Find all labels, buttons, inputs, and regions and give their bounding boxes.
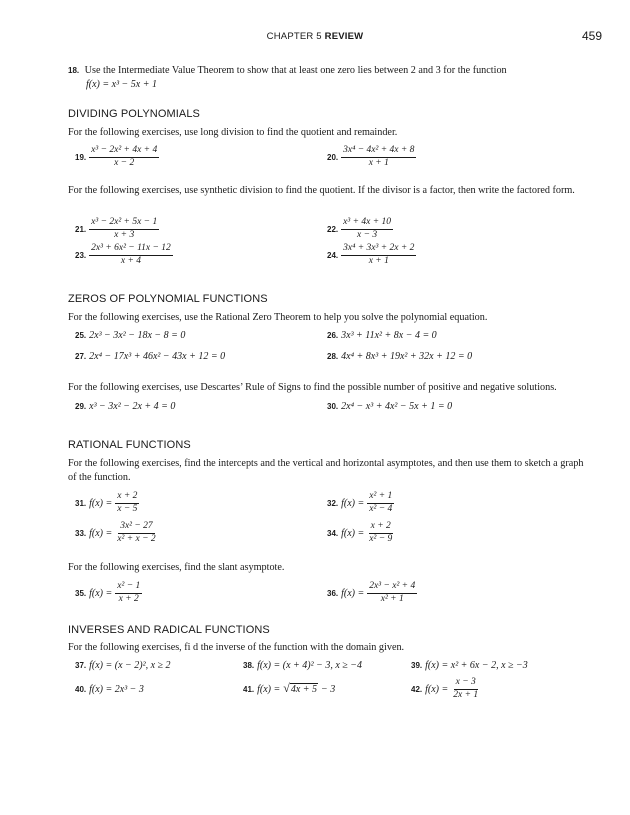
exercise-number: 18. (68, 66, 80, 75)
exercise-31 (75, 491, 139, 515)
fraction (451, 677, 480, 701)
function-label: f(x) = (257, 683, 281, 695)
denominator: x + 4 (120, 256, 141, 266)
equation: f(x) = (x − 2)², x ≥ 2 (89, 660, 171, 671)
exercise-21 (75, 217, 159, 241)
instruction-long-division: For the following exercises, use long division to find the quotient and remainder. (68, 127, 398, 138)
exercise-27 (75, 351, 225, 362)
denominator: x − 3 (356, 230, 378, 240)
numerator: x + 2 (369, 521, 393, 534)
equation: 2x⁴ − x³ + 4x² − 5x + 1 = 0 (341, 401, 453, 412)
heading-dividing-polynomials: DIVIDING POLYNOMIALS (68, 108, 200, 120)
exercise-32 (327, 491, 394, 515)
function-label: f(x) = (89, 587, 113, 599)
denominator: x² + 1 (380, 594, 404, 604)
exercise-39 (411, 660, 528, 671)
equation: 3x³ + 11x² + 8x − 4 = 0 (341, 330, 437, 341)
equation: x³ − 3x² − 2x + 4 = 0 (89, 401, 176, 412)
fraction (89, 243, 173, 267)
exercise-number: 25. (75, 331, 87, 340)
denominator: x − 5 (117, 504, 138, 514)
exercise-number: 22. (327, 224, 339, 234)
exercise-30 (327, 401, 452, 412)
exercise-36 (327, 581, 417, 605)
numerator: x³ − 2x² + 5x − 1 (89, 217, 159, 230)
fraction (89, 217, 159, 241)
exercise-26 (327, 330, 437, 341)
exercise-number: 38. (243, 661, 255, 670)
exercise-text: Use the Intermediate Value Theorem to show that at least one zero lies between 2 and 3 for the function (84, 65, 507, 76)
exercise-24 (327, 243, 416, 267)
exercise-number: 35. (75, 588, 87, 598)
exercise-number: 39. (411, 661, 423, 670)
numerator: x³ − 2x² + 4x + 4 (89, 145, 159, 158)
heading-zeros-of-polynomial-functions: ZEROS OF POLYNOMIAL FUNCTIONS (68, 293, 268, 305)
exercise-number: 36. (327, 588, 339, 598)
heading-inverses-and-radical-functions: INVERSES AND RADICAL FUNCTIONS (68, 624, 270, 636)
exercise-number: 20. (327, 152, 339, 162)
exercise-number: 27. (75, 352, 87, 361)
exercise-number: 23. (75, 250, 87, 260)
exercise-41 (243, 683, 335, 695)
exercise-35 (75, 581, 142, 605)
section-label: REVIEW (324, 31, 364, 42)
function-label: f(x) = (89, 527, 113, 539)
numerator: x + 2 (115, 491, 139, 504)
numerator: x³ + 4x + 10 (341, 217, 393, 230)
exercise-number: 33. (75, 528, 87, 538)
fraction (367, 581, 417, 605)
fraction (115, 581, 142, 605)
fraction (115, 521, 157, 545)
expression-tail: − 3 (321, 683, 336, 695)
numerator: 2x³ + 6x² − 11x − 12 (89, 243, 173, 256)
denominator: x − 2 (114, 158, 135, 168)
exercise-number: 19. (75, 152, 87, 162)
numerator: x² − 1 (115, 581, 142, 594)
instruction-slant-asymptote: For the following exercises, find the slant asymptote. (68, 562, 285, 573)
numerator: 3x⁴ − 4x² + 4x + 8 (341, 145, 416, 158)
exercise-number: 32. (327, 498, 339, 508)
heading-rational-functions: RATIONAL FUNCTIONS (68, 439, 191, 451)
denominator: x² − 4 (369, 504, 393, 514)
fraction (115, 491, 139, 515)
denominator: x + 3 (114, 230, 135, 240)
denominator: x² − 9 (369, 534, 393, 544)
exercise-29 (75, 401, 175, 412)
fraction (367, 491, 394, 515)
equation: f(x) = (x + 4)² − 3, x ≥ −4 (257, 660, 363, 671)
exercise-20 (327, 145, 416, 169)
exercise-18-equation: f(x) = x³ − 5x + 1 (86, 79, 157, 90)
function-label: f(x) = (341, 587, 365, 599)
exercise-28 (327, 351, 472, 362)
instruction-inverse: For the following exercises, fi d the inverse of the function with the domain given. (68, 642, 405, 653)
exercise-number: 24. (327, 250, 339, 260)
exercise-34 (327, 521, 394, 545)
radical-sign-icon: √ (283, 681, 290, 695)
instruction-asymptotes: For the following exercises, find the intercepts and the vertical and horizontal asymptotes, and then use them to sketch a graph of the function. (68, 458, 584, 483)
exercise-19 (75, 145, 159, 169)
exercise-42 (411, 677, 480, 701)
function-label: f(x) = (341, 527, 365, 539)
fraction (341, 243, 416, 267)
radicand: 4x + 5 (290, 684, 318, 695)
chapter-label: CHAPTER 5 (266, 31, 322, 42)
instruction-descartes-rule: For the following exercises, use Descartes’ Rule of Signs to find the possible number of positive and negative solutions. (68, 382, 557, 393)
denominator: x + 1 (368, 256, 389, 266)
fraction (341, 217, 393, 241)
fraction (89, 145, 159, 169)
exercise-number: 31. (75, 498, 87, 508)
instruction-synthetic-division: For the following exercises, use synthetic division to find the quotient. If the divisor is a factor, then write the factored form. (68, 185, 575, 196)
exercise-number: 30. (327, 402, 339, 411)
exercise-37 (75, 660, 171, 671)
running-header (0, 31, 630, 42)
denominator: 2x + 1 (453, 690, 479, 700)
numerator: x² + 1 (367, 491, 394, 504)
exercise-number: 40. (75, 685, 87, 694)
exercise-number: 28. (327, 352, 339, 361)
square-root (283, 683, 318, 695)
exercise-number: 34. (327, 528, 339, 538)
numerator: x − 3 (454, 677, 478, 690)
page-number: 459 (581, 29, 602, 43)
function-label: f(x) = (341, 497, 365, 509)
fraction (341, 145, 416, 169)
exercise-number: 26. (327, 331, 339, 340)
numerator: 2x³ − x² + 4 (367, 581, 417, 594)
equation: f(x) = 2x³ − 3 (89, 684, 144, 695)
exercise-25 (75, 330, 185, 341)
exercise-number: 21. (75, 224, 87, 234)
function-label: f(x) = (425, 683, 449, 695)
exercise-38 (243, 660, 362, 671)
instruction-rational-zero-theorem: For the following exercises, use the Rational Zero Theorem to help you solve the polynomial equation. (68, 312, 488, 323)
exercise-number: 29. (75, 402, 87, 411)
numerator: 3x⁴ + 3x³ + 2x + 2 (341, 243, 416, 256)
exercise-33 (75, 521, 158, 545)
exercise-40 (75, 684, 144, 695)
equation: f(x) = x² + 6x − 2, x ≥ −3 (425, 660, 528, 671)
exercise-number: 37. (75, 661, 87, 670)
equation: 4x⁴ + 8x³ + 19x² + 32x + 12 = 0 (341, 351, 473, 362)
exercise-22 (327, 217, 393, 241)
denominator: x + 1 (368, 158, 389, 168)
exercise-23 (75, 243, 173, 267)
denominator: x + 2 (118, 594, 139, 604)
function-label: f(x) = (89, 497, 113, 509)
exercise-18 (68, 64, 588, 78)
exercise-number: 41. (243, 684, 255, 694)
exercise-number: 42. (411, 684, 423, 694)
equation: 2x³ − 3x² − 18x − 8 = 0 (89, 330, 186, 341)
fraction (367, 521, 394, 545)
numerator: 3x² − 27 (118, 521, 154, 534)
equation: 2x⁴ − 17x³ + 46x² − 43x + 12 = 0 (89, 351, 226, 362)
denominator: x² + x − 2 (117, 534, 156, 544)
